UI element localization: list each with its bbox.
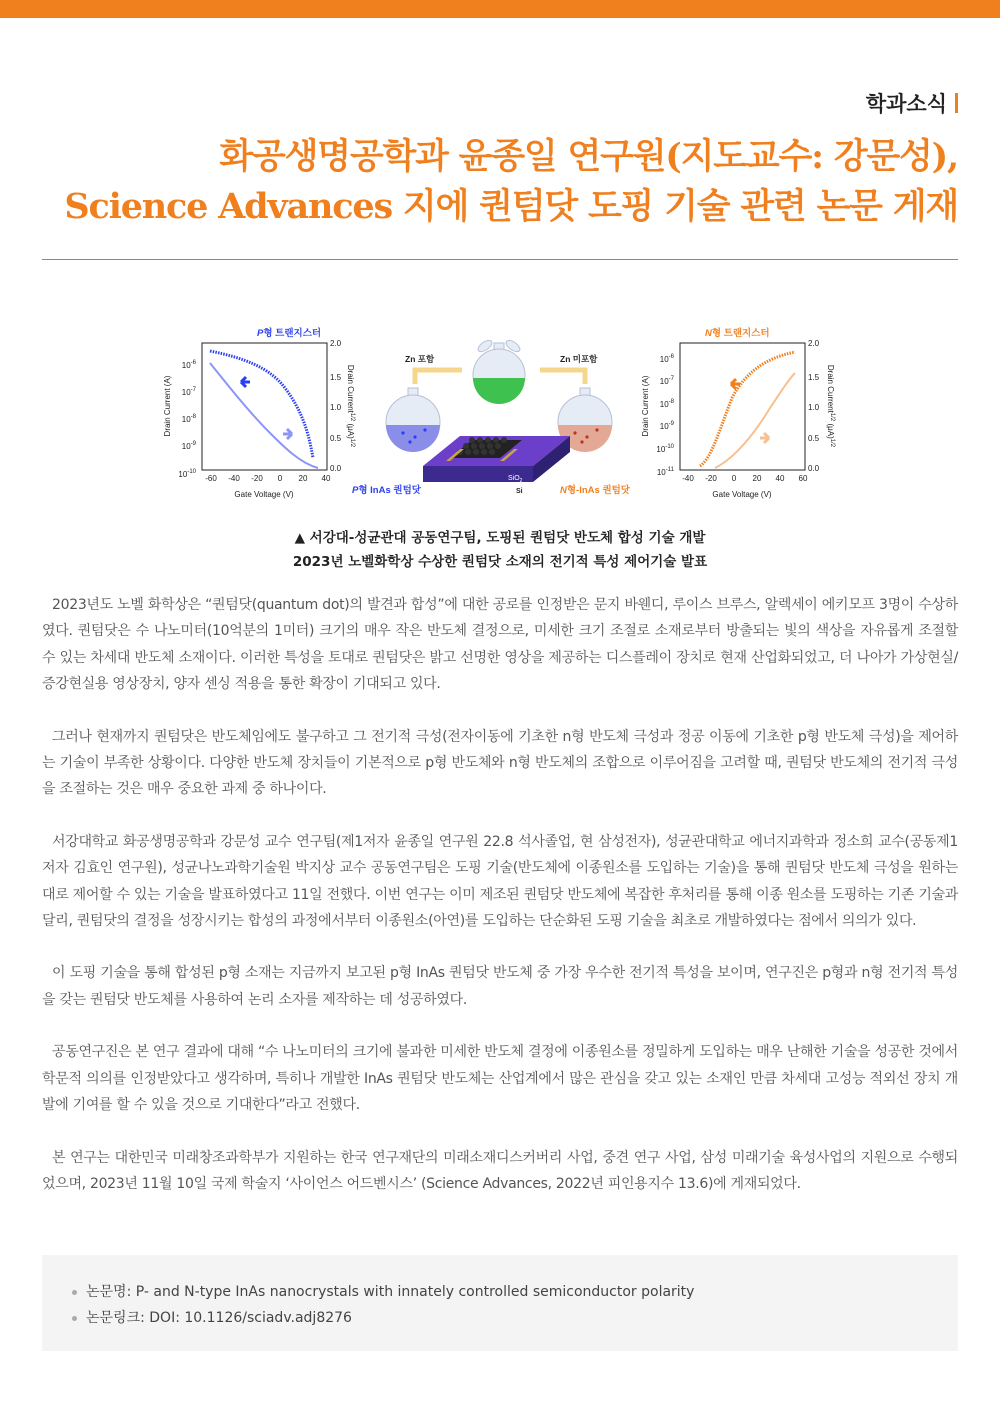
n-ytick-3: $10^{-8}$ <box>659 399 674 409</box>
arrow-to-n-icon <box>540 370 585 384</box>
p-ytick-3: $10^{-8}$ <box>181 414 196 424</box>
article-title <box>18 132 958 232</box>
paragraph-5: 공동연구진은 본 연구 결과에 대해 “수 나노미터의 크기에 불과한 미세한 반도체 결정에 이종원소를 정밀하게 도입하는 매우 난해한 기술을 성공한 것에서 학문적 의의를 인정받았다고 생각하며, 특히나 개발한 InAs 퀀텀닷 반도체는 산업계에서 많은 관심을 갖고 있는 소재인 만큼 차세대 고성능 적외선 장치 개발에 기여를 할 수 있을 것으로 기대한다”라고 전했다. <box>42 1044 958 1114</box>
n-xtick-1: -40 <box>682 474 694 483</box>
figure-svg <box>160 318 850 513</box>
p-curve-sqrt <box>210 363 318 468</box>
arrow-to-p-icon <box>415 370 462 384</box>
p-panel-frame <box>202 343 327 470</box>
n-xtick-2: -20 <box>705 474 717 483</box>
n-type-panel <box>641 327 835 499</box>
n-ytick-2: $10^{-7}$ <box>659 376 674 386</box>
n-rtick-1: 2.0 <box>808 339 820 348</box>
n-arrow-right-icon <box>760 433 769 443</box>
p-rtick-2: 1.5 <box>330 373 342 382</box>
zn-included-label: Zn 포함 <box>405 354 435 364</box>
p-xtick-4: 0 <box>277 474 283 483</box>
n-xtick-4: 20 <box>752 474 762 483</box>
p-inas-label: P형 InAs 퀀텀닷 <box>352 485 421 496</box>
n-arrow-left-icon <box>731 379 740 389</box>
n-rtick-3: 1.0 <box>808 403 820 412</box>
p-rtick-1: 2.0 <box>330 339 342 348</box>
p-ylabel-left: Drain Current (A) <box>163 375 172 437</box>
reference-box <box>42 1255 958 1351</box>
n-ytick-6: $10^{-11}$ <box>656 467 674 477</box>
n-ylabel-left: Drain Current (A) <box>641 375 650 437</box>
n-ytick-1: $10^{-6}$ <box>659 354 674 364</box>
zn-excluded-label: Zn 미포함 <box>560 354 598 364</box>
device-substrate-icon <box>423 436 570 495</box>
paragraph-1: 2023년도 노벨 화학상은 “퀀텀닷(quantum dot)의 발견과 합성”에 대한 공로를 인정받은 문지 바웬디, 루이스 브루스, 알렉세이 에키모프 3명이 수상하였다. 퀀텀닷은 수 나노미터(10억분의 1미터) 크기의 매우 작은 반도체 결정으로, 미세한 크기 조절로 소재로부터 방출되는 빛의 색상을 자유롭게 조절할 수 있는 차세대 반도체 소재이다. 이러한 특성을 토대로 퀀텀닷은 밝고 선명한 영상을 제공하는 디스플레이 장치로 현재 산업화되었고, 더 나아가 가상현실/증강현실용 영상장치, 양자 센싱 적용을 통한 확장이 기대되고 있다. <box>42 597 958 693</box>
p-rtick-4: 0.5 <box>330 434 342 443</box>
n-xtick-6: 60 <box>798 474 808 483</box>
section-label <box>866 88 958 118</box>
figure-caption <box>0 526 1000 574</box>
paper-title-item: 논문명: P- and N-type InAs nanocrystals with innately controlled semiconductor polarity <box>72 1279 958 1305</box>
n-rtick-2: 1.5 <box>808 373 820 382</box>
p-ytick-4: $10^{-9}$ <box>181 441 196 451</box>
p-ylabel-right: Drain Current$^{1/2}$ $(\mu A)^{1/2}$ <box>346 364 355 448</box>
n-inas-label: N형-InAs 퀀텀닷 <box>560 485 630 496</box>
p-type-panel <box>163 327 355 499</box>
p-curve-log <box>210 351 313 458</box>
sio2-label: SiO$_2$ <box>508 475 523 484</box>
synthesis-illustration <box>352 338 631 496</box>
n-xtick-3: 0 <box>731 474 737 483</box>
p-panel-title: P형 트랜지스터 <box>257 328 322 339</box>
n-panel-frame <box>680 343 805 470</box>
n-panel-title: N형 트랜지스터 <box>705 328 770 339</box>
article-body <box>42 592 958 1223</box>
top-accent-bar <box>0 0 1000 18</box>
paragraph-3: 서강대학교 화공생명공학과 강문성 교수 연구팀(제1저자 윤종일 연구원 22.8 석사졸업, 현 삼성전자), 성균관대학교 에너지과학과 정소희 교수(공동제1저자 김효인 연구원), 성균나노과학기술원 박지상 교수 공동연구팀은 도핑 기술(반도체에 이종원소를 도입하는 기술)을 통해 퀀텀닷 반도체 극성을 원하는대로 제어할 수 있는 기술을 발표하였다고 11일 전했다. 이번 연구는 이미 제조된 퀀텀닷 반도체에 복잡한 후처리를 통해 이종 원소를 도핑하는 기존 기술과 달리, 퀀텀닷의 결정을 성장시키는 합성의 과정에서부터 이종원소(아연)를 도입하는 단순화된 도핑 기술을 최초로 개발하였다는 점에서 의의가 있다. <box>42 833 958 930</box>
header-divider <box>42 259 958 260</box>
n-ylabel-right: Drain Current$^{1/2}$ $(\mu A)^{1/2}$ <box>826 364 835 448</box>
paragraph-2: 그러나 현재까지 퀀텀닷은 반도체임에도 불구하고 그 전기적 극성(전자이동에 기초한 n형 반도체 극성과 정공 이동에 기초한 p형 반도체 극성)을 제어하는 기술이 부족한 상황이다. 다양한 반도체 장치들이 기본적으로 p형 반도체와 n형 반도체의 조합으로 이루어짐을 고려할 때, 퀀텀닷 반도체의 전기적 극성을 조절하는 것은 매우 중요한 과제 중 하나이다. <box>42 728 958 798</box>
p-arrow-left-icon <box>241 377 250 387</box>
section-label-bar <box>955 93 958 113</box>
paper-link-item[interactable]: 논문링크: DOI: 10.1126/sciadv.adj8276 <box>72 1305 958 1331</box>
n-xtick-5: 40 <box>775 474 785 483</box>
n-ytick-5: $10^{-10}$ <box>656 444 674 454</box>
caption-line-2: 2023년 노벨화학상 수상한 퀀텀닷 소재의 전기적 특성 제어기술 발표 <box>292 554 708 570</box>
n-xlabel: Gate Voltage (V) <box>712 490 772 499</box>
research-figure <box>160 318 850 513</box>
title-line-1: 화공생명공학과 윤종일 연구원(지도교수: 강문성), <box>219 136 958 177</box>
p-xlabel: Gate Voltage (V) <box>234 490 294 499</box>
p-ytick-1: $10^{-6}$ <box>181 360 196 370</box>
paragraph-4: 이 도핑 기술을 통해 합성된 p형 소재는 지금까지 보고된 p형 InAs 퀀텀닷 반도체 중 가장 우수한 전기적 특성을 보이며, 연구진은 p형과 n형 전기적 특성을 갖는 퀀텀닷 반도체를 사용하여 논리 소자를 제작하는 데 성공하였다. <box>42 965 958 1008</box>
p-rtick-5: 0.0 <box>330 464 342 473</box>
p-rtick-3: 1.0 <box>330 403 342 412</box>
title-line-2: Science Advances 지에 퀀텀닷 도핑 기술 관련 논문 게재 <box>64 186 958 227</box>
p-ytick-2: $10^{-7}$ <box>181 387 196 397</box>
paragraph-6: 본 연구는 대한민국 미래창조과학부가 지원하는 한국 연구재단의 미래소재디스커버리 사업, 중견 연구 사업, 삼성 미래기술 육성사업의 지원으로 수행되었으며, 2023년 11월 10일 국제 학술지 ‘사이언스 어드벤시스’ (Science Advances, 2022년 피인용지수 13.6)에 게재되었다. <box>42 1149 958 1192</box>
n-curve-sqrt <box>715 373 795 468</box>
p-arrow-right-icon <box>283 429 292 439</box>
n-rtick-5: 0.0 <box>808 464 820 473</box>
blue-flask-icon <box>386 388 440 452</box>
section-label-text: 학과소식 <box>865 92 947 116</box>
green-flask-icon <box>473 338 525 404</box>
n-rtick-4: 0.5 <box>808 434 820 443</box>
si-label: Si <box>516 488 523 495</box>
p-xtick-1: -60 <box>205 474 217 483</box>
p-ytick-5: $10^{-10}$ <box>178 469 196 479</box>
p-xtick-3: -20 <box>251 474 263 483</box>
n-curve-log <box>700 352 795 466</box>
reference-list <box>42 1255 958 1331</box>
p-xtick-2: -40 <box>228 474 240 483</box>
p-xtick-6: 40 <box>321 474 331 483</box>
n-ytick-4: $10^{-9}$ <box>659 421 674 431</box>
p-xtick-5: 20 <box>298 474 308 483</box>
caption-line-1: ▲ 서강대-성균관대 공동연구팀, 도핑된 퀀텀닷 반도체 합성 기술 개발 <box>294 530 706 546</box>
